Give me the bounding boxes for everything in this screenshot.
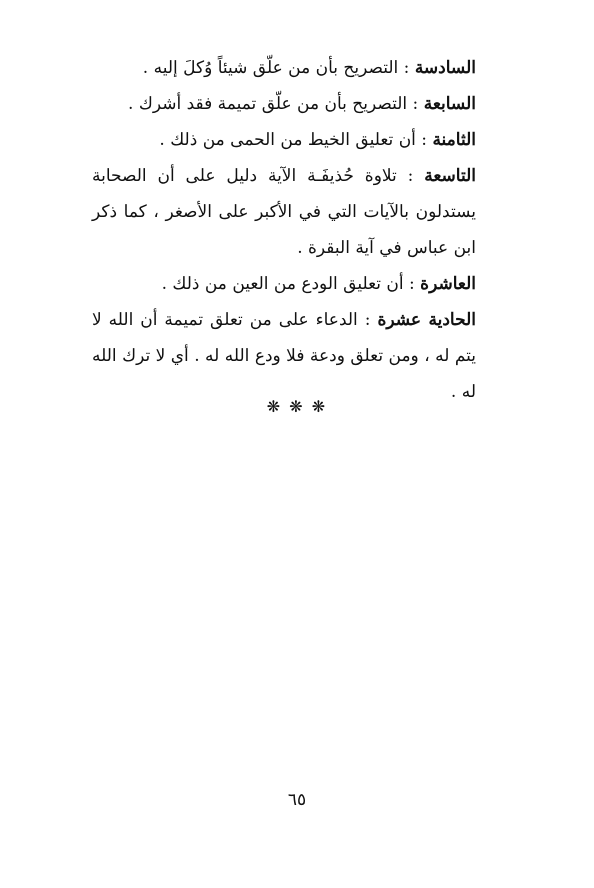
point-6: [92, 50, 508, 86]
body-text: [92, 50, 508, 410]
point-8-text: : أن تعليق الخيط من الحمى من ذلك .: [159, 130, 433, 150]
point-7-label: السابعة: [423, 94, 476, 114]
point-11-label: الحادية عشرة: [377, 310, 476, 330]
point-7: [92, 86, 508, 122]
point-9-label: التاسعة: [424, 166, 476, 186]
point-10-text: : أن تعليق الودع من العين من ذلك .: [161, 274, 421, 294]
point-10-label: العاشرة: [420, 274, 476, 294]
point-10: [92, 266, 508, 302]
point-6-text: : التصريح بأن من علّق شيئاً وُكلَ إليه .: [142, 58, 415, 78]
point-9: [92, 158, 508, 266]
point-6-label: السادسة: [414, 58, 476, 78]
point-7-text: : التصريح بأن من علّق تميمة فقد أشرك .: [128, 94, 424, 114]
section-separator: ❋ ❋ ❋: [266, 397, 328, 416]
point-11-text: : الدعاء على من تعلق تميمة أن الله لا يتم له ، ومن تعلق ودعة فلا ودع الله له . أي لا ترك الله له .: [92, 310, 476, 402]
point-8: [92, 122, 508, 158]
point-8-label: الثامنة: [432, 130, 476, 150]
point-11: [92, 302, 508, 410]
point-9-text: : تلاوة حُذيفَـة الآية دليل على أن الصحابة يستدلون بالآيات التي في الأكبر على الأصغر ، كما ذكر ابن عباس في آية البقرة .: [92, 166, 476, 258]
page-number: ٦٥: [287, 790, 307, 810]
